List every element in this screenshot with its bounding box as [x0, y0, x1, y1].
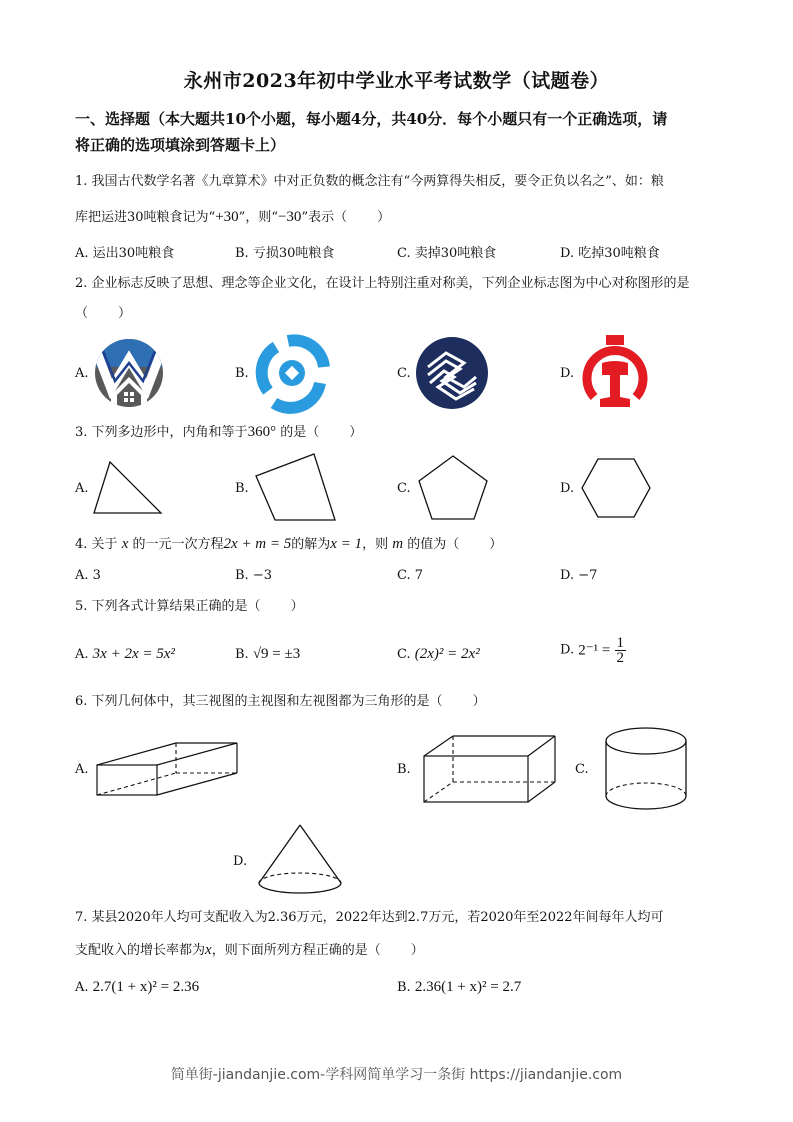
- q2-option-d[interactable]: D.: [560, 366, 575, 381]
- option-expression: 3x + 2x = 5x²: [92, 646, 175, 662]
- triangle-icon: [93, 460, 163, 516]
- answer-paren-open: （: [75, 306, 89, 321]
- plus-30: +30: [215, 209, 239, 225]
- q4-option-d[interactable]: D. −7: [560, 568, 598, 583]
- pentagon-icon: [417, 454, 489, 522]
- question-text: 支配收入的增长率都为: [75, 943, 206, 958]
- equation: 2x + m = 5: [223, 536, 292, 552]
- q3-option-c[interactable]: C.: [397, 481, 411, 496]
- q1-option-d[interactable]: D. 吃掉30吨粮食: [560, 246, 660, 261]
- option-label: B.: [235, 647, 249, 662]
- q4-option-a[interactable]: A. 3: [75, 568, 101, 583]
- numerator: 1: [616, 635, 624, 651]
- q6-option-d[interactable]: D.: [233, 854, 248, 869]
- question-text: 的值为（: [407, 537, 460, 552]
- minus-30: −30: [277, 209, 302, 225]
- question-text: 关于: [91, 537, 118, 552]
- question-text: 的一元一次方程: [132, 537, 224, 552]
- q3-option-a[interactable]: A.: [75, 481, 89, 496]
- section-header-line2: 将正确的选项填涂到答题卡上）: [75, 136, 286, 154]
- question-7: [75, 910, 725, 926]
- option-label: C.: [397, 647, 411, 662]
- blue-swirl-logo-icon: [254, 335, 330, 411]
- question-number: 2.: [75, 276, 88, 291]
- question-text: 企业标志反映了思想、理念等企业文化，在设计上特别注重对称美，下列企业标志图为中心对称图形的是: [91, 276, 690, 291]
- q5-option-d[interactable]: [560, 636, 626, 665]
- option-expression: 2.7(1 + x)² = 2.36: [92, 979, 200, 995]
- solution: x = 1: [330, 536, 363, 552]
- question-text: 下列多边形中，内角和等于: [91, 425, 248, 440]
- china-mobile-logo-icon: [416, 337, 488, 409]
- cylinder-icon: [604, 726, 688, 812]
- q4-option-b[interactable]: B. −3: [235, 568, 272, 583]
- q6-option-b[interactable]: B.: [397, 762, 411, 777]
- question-text: ”表示（: [301, 210, 348, 225]
- option-label: B.: [397, 980, 411, 995]
- cuboid-icon: [423, 734, 557, 804]
- question-text: ，则: [362, 537, 389, 552]
- q5-option-b[interactable]: [235, 646, 300, 663]
- q1-option-c[interactable]: C. 卖掉30吨粮食: [397, 246, 497, 261]
- denominator: 2: [616, 650, 624, 666]
- q5-option-c[interactable]: [397, 646, 480, 663]
- cone-icon: [257, 823, 343, 895]
- question-text: 下列各式计算结果正确的是（: [91, 599, 261, 614]
- exam-title: 永州市2023年初中学业水平考试数学（试题卷）: [183, 70, 610, 92]
- question-text: ”，则“: [238, 210, 278, 225]
- fraction-one-half: [615, 636, 627, 665]
- question-2: [75, 276, 725, 292]
- option-expression: 2.36(1 + x)² = 2.7: [414, 979, 522, 995]
- question-text: 的解为: [291, 537, 331, 552]
- option-expression: 2⁻¹ =: [578, 642, 611, 659]
- option-label: A.: [75, 980, 89, 995]
- china-railway-logo-icon: [580, 335, 650, 411]
- q5-option-a[interactable]: [75, 646, 175, 663]
- question-7-line2: [75, 942, 725, 959]
- answer-paren-close: ）: [290, 599, 304, 614]
- question-text: 的是（: [280, 425, 320, 440]
- q2-option-b[interactable]: B.: [235, 366, 249, 381]
- option-label: D.: [560, 642, 575, 658]
- q3-option-b[interactable]: B.: [235, 481, 249, 496]
- question-text: 下列几何体中，其三视图的主视图和左视图都为三角形的是（: [91, 694, 443, 709]
- option-expression: (2x)² = 2x²: [414, 646, 480, 662]
- answer-paren-close: ）: [118, 306, 132, 321]
- q6-option-c[interactable]: C.: [575, 762, 589, 777]
- flat-cuboid-icon: [96, 741, 240, 797]
- q7-option-a[interactable]: [75, 979, 199, 996]
- question-number: 1.: [75, 174, 88, 189]
- answer-paren-close: ）: [489, 537, 503, 552]
- question-5: [75, 599, 725, 615]
- q3-option-d[interactable]: D.: [560, 481, 575, 496]
- angle-360: 360°: [247, 424, 277, 440]
- w-house-logo-icon: [93, 337, 165, 409]
- question-4: [75, 536, 725, 553]
- q1-option-b[interactable]: B. 亏损30吨粮食: [235, 246, 335, 261]
- q4-option-c[interactable]: C. 7: [397, 568, 424, 583]
- answer-paren-close: ）: [410, 943, 424, 958]
- q1-option-a[interactable]: A. 运出30吨粮食: [75, 246, 175, 261]
- question-text: 某县2020年人均可支配收入为2.36万元，2022年达到2.7万元，若2020年至2022年间每年人均可: [91, 910, 664, 925]
- answer-paren-close: ）: [377, 210, 391, 225]
- question-3: [75, 424, 725, 441]
- var-x: x: [205, 942, 212, 958]
- q2-option-c[interactable]: C.: [397, 366, 411, 381]
- question-2-line2: [75, 306, 725, 322]
- quadrilateral-icon: [254, 452, 336, 522]
- question-text: 我国古代数学名著《九章算术》中对正负数的概念注有“今两算得失相反，要令正负以名之”、如：粮: [91, 174, 664, 189]
- question-number: 6.: [75, 694, 88, 709]
- section-header: [75, 106, 725, 158]
- question-text: ，则下面所列方程正确的是（: [211, 943, 381, 958]
- var-x: x: [121, 536, 129, 552]
- question-number: 4.: [75, 537, 88, 552]
- var-m: m: [392, 536, 404, 552]
- answer-paren-close: ）: [472, 694, 486, 709]
- q6-option-a[interactable]: A.: [75, 762, 89, 777]
- question-1-line2: [75, 209, 725, 226]
- question-number: 7.: [75, 910, 88, 925]
- question-number: 3.: [75, 425, 88, 440]
- answer-paren-close: ）: [349, 425, 363, 440]
- q2-option-a[interactable]: A.: [75, 366, 89, 381]
- footer-watermark: 简单街-jiandanjie.com-学科网简单学习一条街 https://jiandanjie.com: [170, 1067, 623, 1083]
- option-label: A.: [75, 647, 89, 662]
- section-header-line1: 一、选择题（本大题共10个小题，每小题4分，共40分．每个小题只有一个正确选项，请: [75, 110, 668, 128]
- question-number: 5.: [75, 599, 88, 614]
- question-text: 库把运进30吨粮食记为“: [75, 210, 216, 225]
- question-6: [75, 694, 725, 710]
- q7-option-b[interactable]: [397, 979, 521, 996]
- option-expression: √9 = ±3: [252, 646, 301, 662]
- hexagon-icon: [580, 457, 652, 519]
- question-1: [75, 174, 725, 190]
